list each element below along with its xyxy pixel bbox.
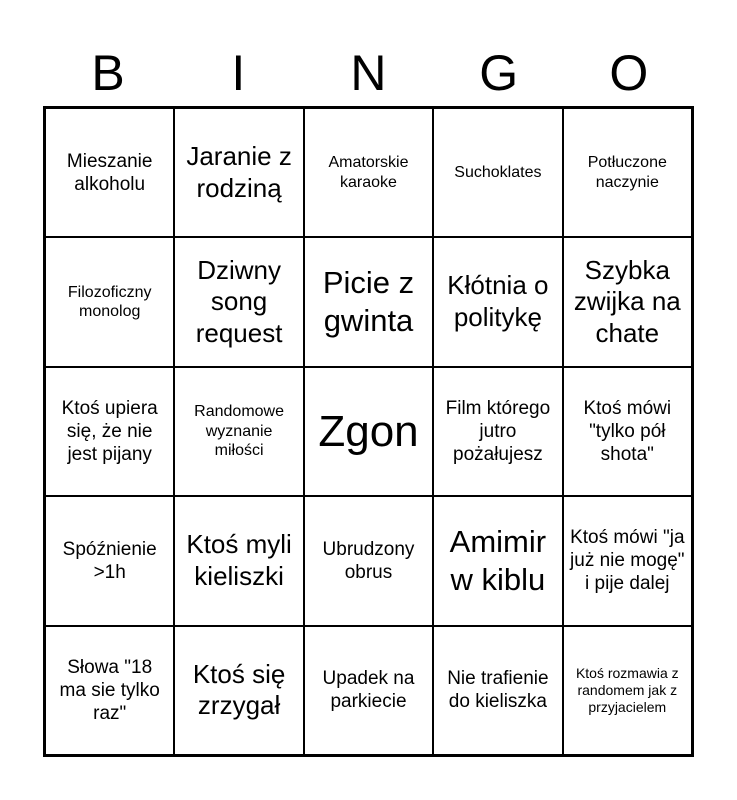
header-letter-i: I <box>231 45 246 101</box>
bingo-board <box>43 106 694 757</box>
cell-text: Potłuczone naczynie <box>587 154 667 191</box>
cell-text: Picie z gwinta <box>322 265 415 339</box>
bingo-cell[interactable] <box>304 496 433 625</box>
bingo-cell[interactable] <box>563 108 692 237</box>
free-space-text: Zgon <box>318 406 419 456</box>
cell-text: Ktoś upiera się, że nie jest pijany <box>61 397 158 466</box>
cell-text: Kłótnia o politykę <box>447 270 549 333</box>
cell-text: Suchoklates <box>454 163 542 181</box>
cell-text: Randomowe wyznanie miłości <box>194 403 284 460</box>
bingo-cell[interactable] <box>174 496 303 625</box>
bingo-cell[interactable] <box>304 626 433 755</box>
header-letter-g: G <box>479 45 519 101</box>
cell-text: Dziwny song request <box>195 254 283 348</box>
header-letter-b: B <box>91 45 125 101</box>
cell-text: Ubrudzony obrus <box>322 538 415 583</box>
bingo-cell[interactable] <box>45 626 174 755</box>
bingo-cell[interactable] <box>174 626 303 755</box>
cell-text: Słowa "18 ma sie tylko raz" <box>59 656 160 724</box>
bingo-cell[interactable] <box>174 237 303 366</box>
cell-text: Szybka zwijka na chate <box>573 254 681 348</box>
cell-text: Amatorskie karaoke <box>328 154 409 191</box>
header-letter-n: N <box>350 45 387 101</box>
cell-text: Mieszanie alkoholu <box>66 150 153 195</box>
bingo-cell[interactable] <box>433 626 562 755</box>
cell-text: Film którego jutro pożałujesz <box>445 397 551 466</box>
bingo-cell[interactable] <box>45 108 174 237</box>
free-space-cell[interactable] <box>304 367 433 496</box>
bingo-cell[interactable] <box>433 108 562 237</box>
bingo-cell[interactable] <box>433 496 562 625</box>
cell-text: Ktoś mówi "tylko pół shota" <box>583 397 672 466</box>
bingo-cell[interactable] <box>174 108 303 237</box>
bingo-cell[interactable] <box>563 496 692 625</box>
cell-text: Upadek na parkiecie <box>322 668 415 713</box>
cell-text: Ktoś mówi "ja już nie mogę" i pije dalej <box>570 527 685 595</box>
bingo-cell[interactable] <box>433 237 562 366</box>
bingo-cell[interactable] <box>304 237 433 366</box>
cell-text: Ktoś myli kieliszki <box>186 529 292 591</box>
bingo-header <box>43 38 694 108</box>
bingo-cell[interactable] <box>45 496 174 625</box>
cell-text: Amimir w kiblu <box>449 524 547 597</box>
header-letter-o: O <box>609 45 649 101</box>
cell-text: Filozoficzny monolog <box>67 283 152 321</box>
cell-text: Ktoś się zrzygał <box>192 658 286 721</box>
cell-text: Jaranie z rodziną <box>186 140 292 203</box>
cell-text: Nie trafienie do kieliszka <box>447 668 549 713</box>
bingo-cell[interactable] <box>174 367 303 496</box>
bingo-cell[interactable] <box>563 367 692 496</box>
bingo-cell[interactable] <box>45 237 174 366</box>
cell-text: Ktoś rozmawia z randomem jak z przyjacielem <box>575 664 679 715</box>
bingo-cell[interactable] <box>433 367 562 496</box>
bingo-cell[interactable] <box>563 626 692 755</box>
bingo-cell[interactable] <box>45 367 174 496</box>
bingo-cell[interactable] <box>304 108 433 237</box>
cell-text: Spóźnienie >1h <box>62 538 157 583</box>
bingo-cell[interactable] <box>563 237 692 366</box>
